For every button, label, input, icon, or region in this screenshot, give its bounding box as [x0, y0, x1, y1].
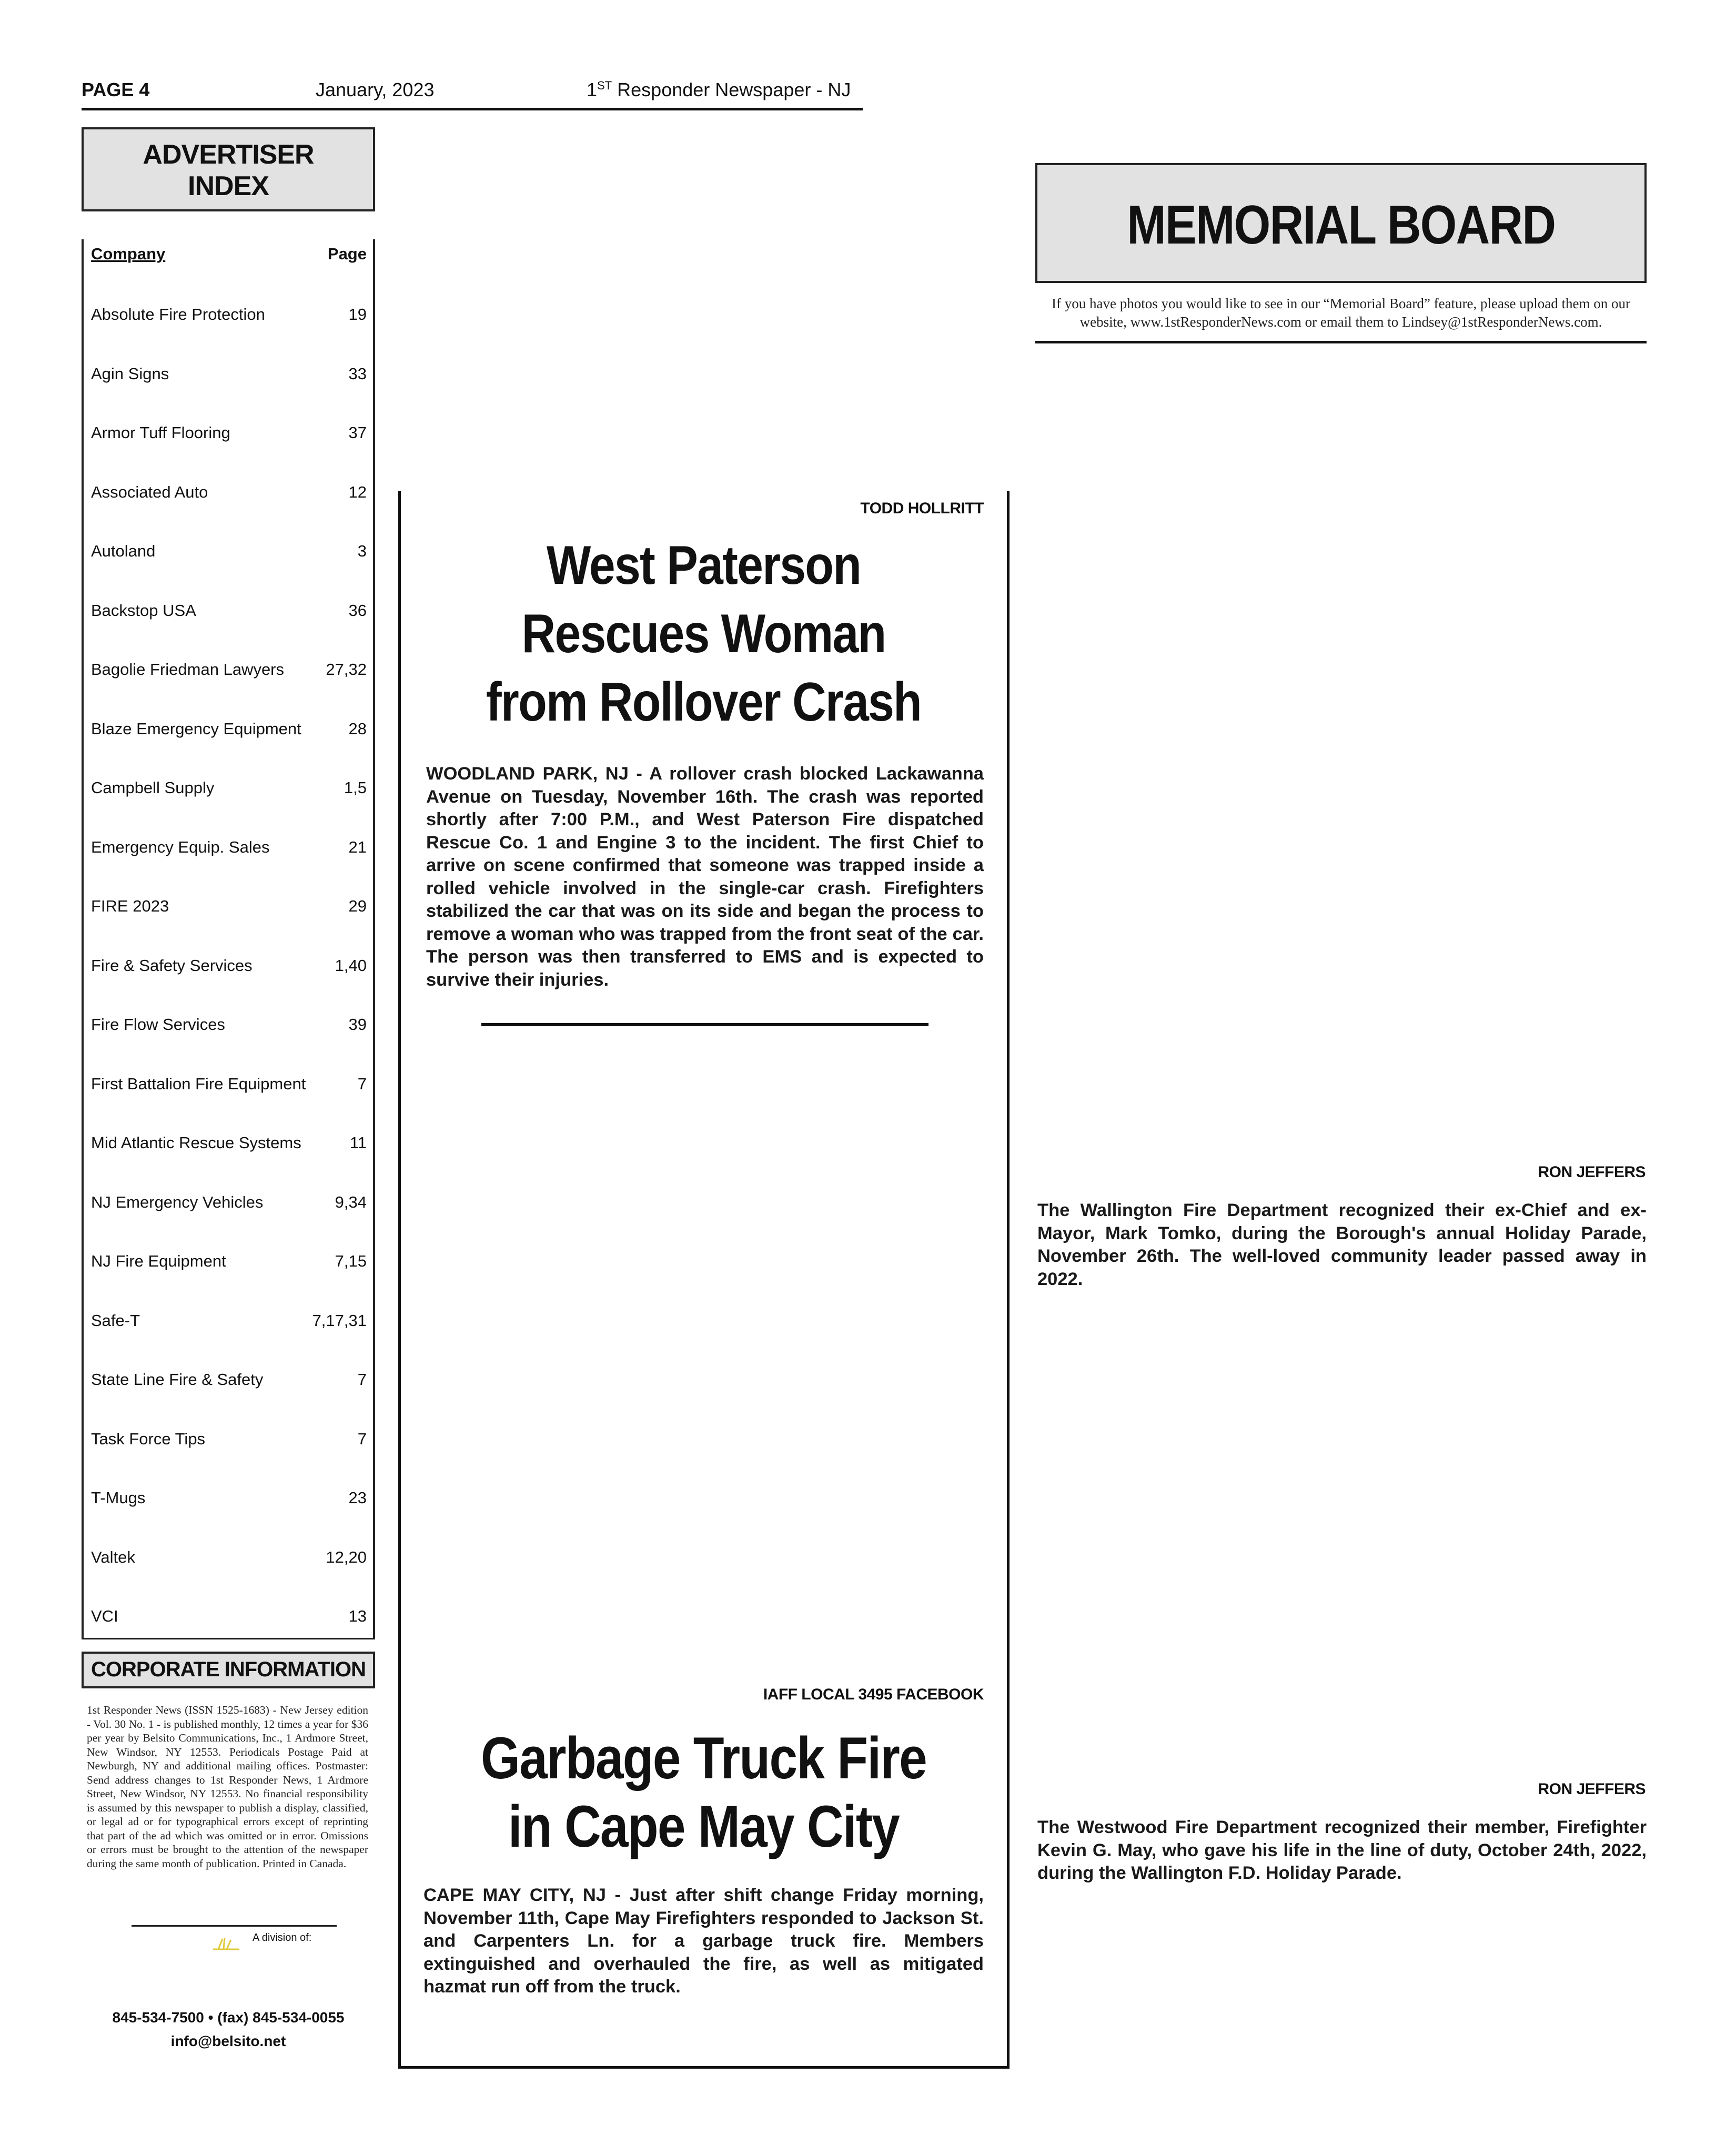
- division-label: A division of:: [253, 1932, 312, 1943]
- advertiser-company: NJ Fire Equipment: [91, 1252, 226, 1270]
- memorial-board-rule: [1035, 341, 1647, 343]
- column-page: Page: [327, 245, 367, 263]
- advertiser-row: [91, 1489, 367, 1510]
- advertiser-row: [91, 542, 367, 563]
- advertiser-row: [91, 660, 367, 681]
- newspaper-name-rest: Responder Newspaper - NJ: [612, 79, 851, 100]
- column-company: Company: [91, 245, 166, 263]
- advertiser-page: 37: [348, 423, 367, 442]
- headline-line: Garbage Truck Fire: [481, 1725, 926, 1791]
- advertiser-company: Valtek: [91, 1547, 135, 1566]
- advertiser-index-title-line2: INDEX: [188, 171, 269, 201]
- advertiser-company: NJ Emergency Vehicles: [91, 1192, 264, 1211]
- headline-line: from Rollover Crash: [486, 672, 922, 733]
- advertiser-row: [91, 1548, 367, 1569]
- advertiser-page: 7: [357, 1429, 367, 1448]
- headline-line: West Paterson: [546, 535, 861, 596]
- advertiser-row: [91, 778, 367, 799]
- advertiser-row: [91, 1430, 367, 1451]
- photo-caption: The Westwood Fire Department recognized their member, Firefighter Kevin G. May, who gave his life in the line of duty, October 24th, 2022, during the Wallington F.D. Holiday Parade.: [1037, 1817, 1647, 1883]
- advertiser-company: Backstop USA: [91, 601, 196, 620]
- advertiser-company: Bagolie Friedman Lawyers: [91, 660, 285, 679]
- newspaper-name-superscript: ST: [597, 79, 612, 92]
- contact-phone: 845-534-7500 • (fax) 845-534-0055: [112, 2009, 345, 2026]
- corporate-info-text: 1st Responder News (ISSN 1525-1683) - New Jersey edition - Vol. 30 No. 1 - is published monthly, 12 times a year for $36 per year by Belsito Communications, Inc., 1 Ardmore Street, New Windsor, NY 12553. Periodicals Postage Paid at Newburgh, NY and additional mailing offices. Postmaster: Send address changes to 1st Responder News, 1 Ardmore Street, New Windsor, NY 12553. No financial responsibility is assumed by this newspaper to publish a display, classified, or legal ad or for typographical errors except of reprinting that part of the ad which was omitted or in error. Omissions or errors must be brought to the attention of the newspaper during the same month of publication. Printed in Canada.: [87, 1704, 368, 1870]
- article-headline: [460, 531, 947, 736]
- headline-line: Rescues Woman: [521, 603, 886, 664]
- corporate-info-rule: [132, 1925, 337, 1927]
- advertiser-company: Fire Flow Services: [91, 1015, 225, 1034]
- photo-credit: RON JEFFERS: [1538, 1780, 1646, 1798]
- advertiser-page: 7,17,31: [312, 1311, 367, 1330]
- advertiser-row: [91, 1370, 367, 1391]
- advertiser-page: 9,34: [335, 1192, 367, 1211]
- advertiser-company: Armor Tuff Flooring: [91, 423, 230, 442]
- article-body: WOODLAND PARK, NJ - A rollover crash blocked Lackawanna Avenue on Tuesday, November 16th. The crash was reported shortly after 7:00 P.M., and West Paterson Fire dispatched Rescue Co. 1 and Engine 3 to the incident. The first Chief to arrive on scene confirmed that someone was trapped inside a rolled vehicle involved in the single-car crash. Firefighters stabilized the car that was on its side and began the process to remove a woman who was trapped from the front seat of the car. The person was then transferred to EMS and is expected to survive their injuries.: [426, 764, 984, 990]
- article-frame-right: [1007, 491, 1010, 2069]
- advertiser-row: [91, 897, 367, 918]
- advertiser-row: [91, 1133, 367, 1155]
- belsito-logo-icon: [208, 1936, 245, 1951]
- advertiser-page: 7: [357, 1370, 367, 1389]
- advertiser-row: [91, 305, 367, 326]
- advertiser-company: T-Mugs: [91, 1489, 146, 1507]
- advertiser-company: Emergency Equip. Sales: [91, 837, 270, 856]
- contact-email[interactable]: info@belsito.net: [170, 2033, 286, 2049]
- headline-line: in Cape May City: [508, 1794, 900, 1859]
- advertiser-page: 19: [348, 305, 367, 323]
- advertiser-page: 13: [348, 1607, 367, 1625]
- advertiser-page: 29: [348, 897, 367, 915]
- photo-caption: The Wallington Fire Department recognized their ex-Chief and ex-Mayor, Mark Tomko, during the Borough's annual Holiday Parade, November 26th. The well-loved community leader passed away in 2022.: [1037, 1200, 1647, 1289]
- newspaper-name-number: 1: [587, 79, 598, 100]
- advertiser-row: [91, 1252, 367, 1273]
- advertiser-row: [91, 365, 367, 386]
- advertiser-page: 39: [348, 1015, 367, 1034]
- advertiser-page: 23: [348, 1489, 367, 1507]
- advertiser-company: Autoland: [91, 542, 156, 560]
- advertiser-company: First Battalion Fire Equipment: [91, 1074, 306, 1093]
- advertiser-row: [91, 601, 367, 622]
- advertiser-index-title-line1: ADVERTISER: [143, 139, 314, 170]
- advertiser-page: 12: [348, 482, 367, 501]
- header-rule: [82, 108, 863, 110]
- advertiser-page: 21: [348, 837, 367, 856]
- advertiser-row: [91, 1075, 367, 1096]
- advertiser-page: 36: [348, 601, 367, 620]
- article-frame-bottom: [398, 2066, 1010, 2069]
- memorial-board-heading: [1035, 163, 1647, 283]
- advertiser-page: 1,5: [344, 778, 367, 797]
- article-divider: [481, 1023, 928, 1026]
- advertiser-company: Mid Atlantic Rescue Systems: [91, 1133, 301, 1152]
- advertiser-index-column-headers: [91, 245, 367, 264]
- advertiser-index-table: [82, 239, 375, 1639]
- advertiser-company: VCI: [91, 1607, 118, 1625]
- memorial-board-note: If you have photos you would like to see in our “Memorial Board” feature, please upload them on our website, www.1stResponderNews.com or email them to Lindsey@1stResponderNews.com.: [1052, 296, 1630, 330]
- advertiser-page: 12,20: [326, 1547, 367, 1566]
- page-number: PAGE 4: [82, 79, 150, 100]
- advertiser-row: [91, 423, 367, 444]
- advertiser-row: [91, 956, 367, 977]
- advertiser-page: 3: [357, 542, 367, 560]
- advertiser-page: 33: [348, 364, 367, 383]
- advertiser-company: State Line Fire & Safety: [91, 1370, 264, 1389]
- article-headline: [460, 1724, 947, 1861]
- advertiser-page: 27,32: [326, 660, 367, 679]
- advertiser-index-heading: [82, 127, 375, 211]
- newspaper-name: [587, 79, 851, 101]
- advertiser-company: Associated Auto: [91, 482, 208, 501]
- advertiser-row: [91, 838, 367, 859]
- corporate-info-heading: CORPORATE INFORMATION: [82, 1652, 375, 1688]
- advertiser-company: Safe-T: [91, 1311, 140, 1330]
- advertiser-page: 1,40: [335, 956, 367, 975]
- advertiser-row: [91, 720, 367, 741]
- advertiser-row: [91, 1015, 367, 1036]
- photo-credit: TODD HOLLRITT: [860, 500, 984, 517]
- advertiser-company: Task Force Tips: [91, 1429, 206, 1448]
- advertiser-row: [91, 1311, 367, 1332]
- advertiser-company: FIRE 2023: [91, 897, 169, 915]
- article-body: CAPE MAY CITY, NJ - Just after shift change Friday morning, November 11th, Cape May Firefighters responded to Jackson St. and Carpenters Ln. for a garbage truck fire. Members extinguished and overhauled the fire, as well as mitigated hazmat run off from the truck.: [423, 1885, 984, 1997]
- photo-credit: IAFF LOCAL 3495 FACEBOOK: [763, 1686, 984, 1703]
- advertiser-company: Absolute Fire Protection: [91, 305, 265, 323]
- issue-date: January, 2023: [316, 79, 435, 100]
- advertiser-company: Campbell Supply: [91, 778, 215, 797]
- advertiser-page: 11: [349, 1133, 367, 1152]
- advertiser-page: 7: [357, 1074, 367, 1093]
- advertiser-row: [91, 1193, 367, 1214]
- article-frame-left: [398, 491, 401, 2069]
- photo-credit: RON JEFFERS: [1538, 1163, 1646, 1181]
- advertiser-company: Agin Signs: [91, 364, 169, 383]
- advertiser-company: Fire & Safety Services: [91, 956, 253, 975]
- advertiser-row: [91, 1607, 367, 1628]
- advertiser-page: 28: [348, 719, 367, 738]
- advertiser-company: Blaze Emergency Equipment: [91, 719, 301, 738]
- advertiser-page: 7,15: [335, 1252, 367, 1270]
- advertiser-row: [91, 483, 367, 504]
- memorial-board-title: MEMORIAL BOARD: [1127, 195, 1555, 256]
